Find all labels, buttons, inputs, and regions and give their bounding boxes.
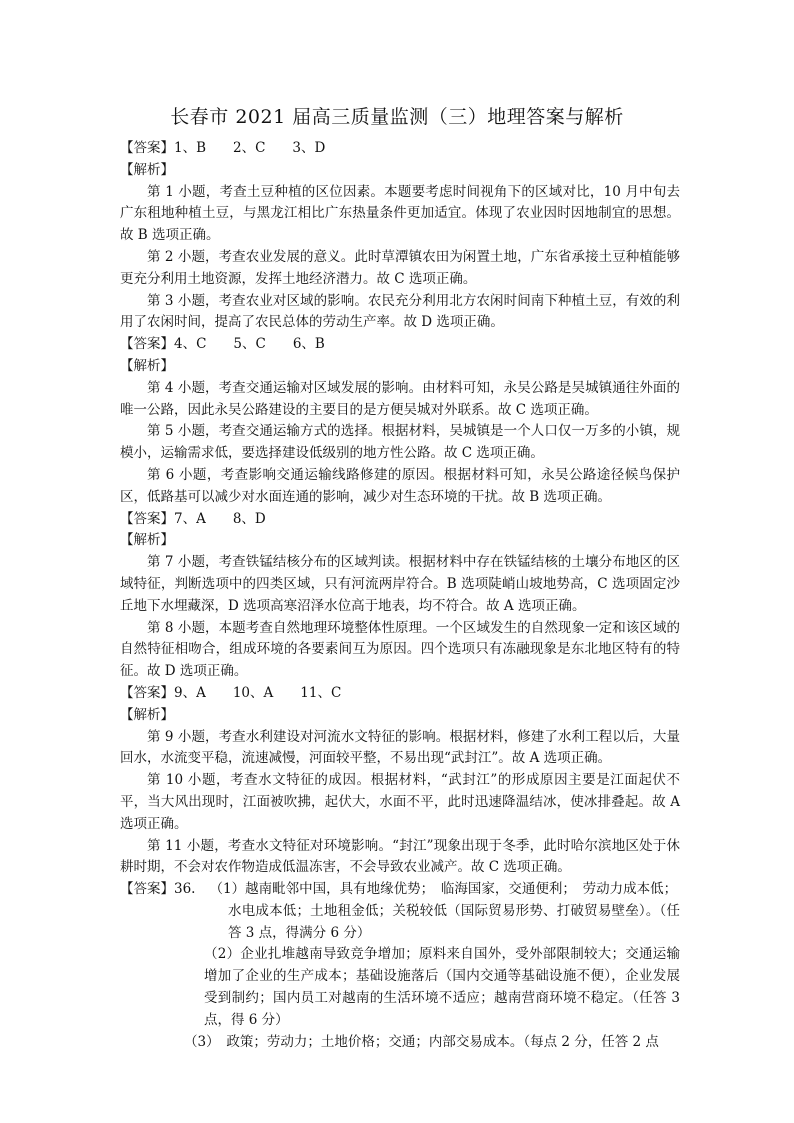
analysis-paragraph: 第 10 小题，考查水文特征的成因。根据材料，“武封江”的形成原因主要是江面起伏不平，当大风出现时，江面被吹拂，起伏大，水面不平，此时迅速降温结冰，使冰排叠起。故 A 选项正确。 (120, 772, 680, 832)
analysis-paragraph: 第 4 小题，考查交通运输对区域发展的影响。由材料可知，永吴公路是吴城镇通往外面的唯一公路，因此永吴公路建设的主要目的是方便吴城对外联系。故 C 选项正确。 (120, 379, 680, 418)
answer-line: 【答案】1、B 2、C 3、D (120, 140, 326, 156)
analysis-paragraph: 第 5 小题，考查交通运输方式的选择。根据材料，吴城镇是一个人口仅一万多的小镇，规模小，运输需求低，要选择建设低级别的地方性公路。故 C 选项正确。 (120, 423, 680, 462)
analysis-paragraph: 第 2 小题，考查农业发展的意义。此时草潭镇农田为闲置土地，广东省承接土豆种植能够更充分利用土地资源，发挥土地经济潜力。故 C 选项正确。 (120, 248, 680, 287)
analysis-paragraph: 第 3 小题，考查农业对区域的影响。农民充分利用北方农闲时间南下种植土豆，有效的利用了农闲时间，提高了农民总体的劳动生产率。故 D 选项正确。 (120, 292, 680, 331)
q36-item-1-first (120, 879, 680, 901)
analysis-paragraph: 第 9 小题，考查水利建设对河流水文特征的影响。根据材料，修建了水利工程以后，大量回水，水流变平稳，流速减慢，河面较平整，不易出现“武封江”。故 A 选项正确。 (120, 728, 680, 767)
q36-item-text: （1）越南毗邻中国，具有地缘优势； 临海国家，交通便利； 劳动力成本低； (209, 881, 678, 898)
answer-content (120, 138, 680, 1053)
q36-item-2: （2）企业扎堆越南导致竞争增加；原料来自国外，受外部限制较大；交通运输增加了企业的生产成本；基础设施落后（国内交通等基础设施不便），企业发展受到制约；国内员工对越南的生活环境不适应；越南营商环境不稳定。（任答 3 点，得 6 分） (204, 946, 680, 1028)
analysis-label: 【解析】 (120, 532, 174, 549)
analysis-paragraph: 第 7 小题，考查铁锰结核分布的区域判读。根据材料中存在铁锰结核的土壤分布地区的区域特征，判断选项中的四类区域，只有河流两岸符合。B 选项陡峭山坡地势高，C 选项固定沙丘地下水埋藏深，D 选项高寒沼泽水位高于地表，均不符合。故 A 选项正确。 (120, 554, 680, 614)
analysis-paragraph: 第 6 小题，考查影响交通运输线路修建的原因。根据材料可知，永吴公路途径候鸟保护区，低路基可以减少对水面连通的影响，减少对生态环境的干扰。故 B 选项正确。 (120, 466, 680, 505)
analysis-label: 【解析】 (120, 357, 174, 374)
answer-line: 【答案】4、C 5、C 6、B (120, 336, 325, 353)
q36-item-3: （3） 政策；劳动力；土地价格；交通；内部交易成本。（每点 2 分，任答 2 点 (184, 1033, 659, 1050)
answer-line: 【答案】9、A 10、A 11、C (120, 684, 342, 701)
analysis-paragraph: 第 1 小题，考查土豆种植的区位因素。本题要考虑时间视角下的区域对比，10 月中旬去广东租地种植土豆，与黑龙江相比广东热量条件更加适宜。体现了农业因时因地制宜的思想。故 B 选项正确。 (120, 183, 680, 244)
q36-prefix: 【答案】36. (120, 881, 196, 898)
analysis-paragraph: 第 11 小题，考查水文特征对环境影响。“封江”现象出现于冬季，此时哈尔滨地区处于休耕时期，不会对农作物造成低温冻害，不会导致农业减产。故 C 选项正确。 (120, 837, 680, 876)
analysis-label: 【解析】 (120, 161, 174, 178)
analysis-paragraph: 第 8 小题，本题考查自然地理环境整体性原理。一个区域发生的自然现象一定和该区域的自然特征相吻合，组成环境的各要素间互为原因。四个选项只有冻融现象是东北地区特有的特征。故 D 选项正确。 (120, 619, 680, 680)
q36-answer-block (120, 879, 680, 1053)
page-title: 长春市 2021 届高三质量监测（三）地理答案与解析 (170, 106, 624, 128)
q36-item-1-rest: 水电成本低；土地租金低；关税较低（国际贸易形势、打破贸易壁垒）。（任答 3 点，得满分 6 分） (228, 902, 680, 941)
analysis-label: 【解析】 (120, 706, 174, 723)
answer-line: 【答案】7、A 8、D (120, 510, 266, 527)
